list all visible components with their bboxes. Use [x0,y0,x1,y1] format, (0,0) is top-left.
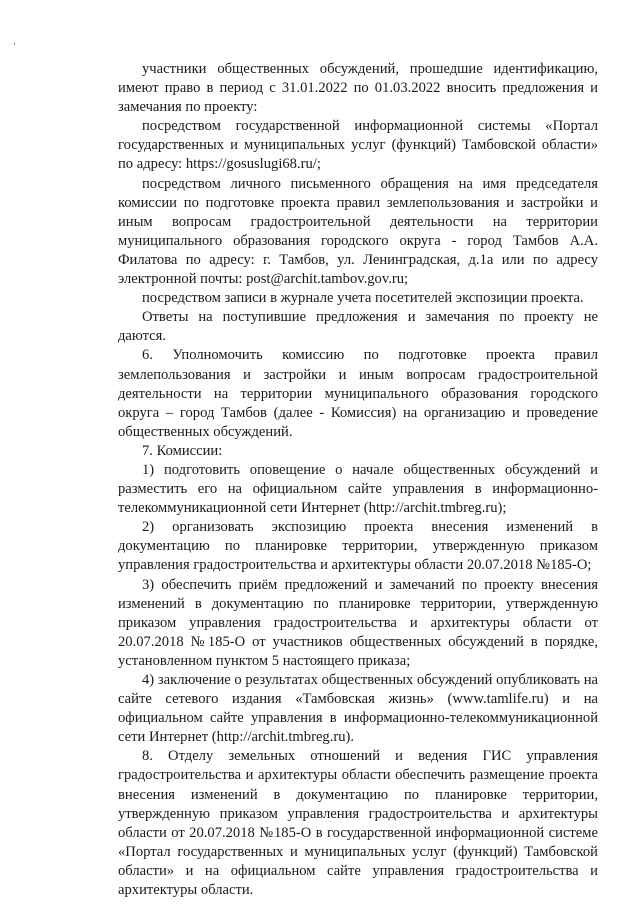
paragraph-subitem-2: 2) организовать экспозицию проекта внесения изменений в документацию по планировке территории, утвержденную приказом управления градостроительства и архитектуры области 20.07.2018 №185-О; [118,519,598,574]
scan-margin-mark [14,42,15,45]
paragraph-subitem-3: 3) обеспечить приём предложений и замечаний по проекту внесения изменений в документацию по планировке территории, утвержденную приказом управления градостроительства и архитектуры области от 20.07.2018 №185-О от участников общественных обсуждений в порядке, установленном пунктом 5 настоящего приказа; [118,576,598,669]
document-page [118,60,598,900]
paragraph-via-written-appeal: посредством личного письменного обращения на имя председателя комиссии по подготовке проекта правил землепользования и застройки и иным вопросам градостроительной деятельности на территории муниципального образования городского округа - город Тамбов А.А. Филатова по адресу: г. Тамбов, ул. Ленинградская, д.1а или по адресу электронной почты: post@archit.tambov.gov.ru; [118,175,598,288]
paragraph-no-answers: Ответы на поступившие предложения и замечания по проекту не даются. [118,309,598,345]
paragraph-participants-rights: участники общественных обсуждений, прошедшие идентификацию, имеют право в период с 31.01.2022 по 01.03.2022 вносить предложения и замечания по проекту: [118,61,598,116]
paragraph-item-6: 6. Уполномочить комиссию по подготовке проекта правил землепользования и застройки и иным вопросам градостроительной деятельности на территории муниципального образования городского округа – город Тамбов (далее - Комиссия) на организацию и проведение общественных обсуждений. [118,347,598,440]
paragraph-via-visitor-journal: посредством записи в журнале учета посетителей экспозиции проекта. [142,290,584,307]
paragraph-item-7: 7. Комиссии: [142,442,223,459]
paragraph-subitem-1: 1) подготовить оповещение о начале общественных обсуждений и разместить его на официальном сайте управления в информационно-телекоммуникационной сети Интернет (http://archit.tmbreg.ru); [118,461,598,517]
paragraph-via-gis-portal: посредством государственной информационной системы «Портал государственных и муниципальных услуг (функций) Тамбовской области» по адресу: https://gosuslugi68.ru/; [118,118,598,173]
paragraph-item-8: 8. Отделу земельных отношений и ведения ГИС управления градостроительства и архитектуры области обеспечить размещение проекта внесения изменений в документацию по планировке территории, утвержденную приказом управления градостроительства и архитектуры области от 20.07.2018 №185-О в государственной информационной системе «Портал государственных и муниципальных услуг (функций) Тамбовской области» и на официальном сайте управления градостроительства и архитектуры области. [118,748,598,899]
paragraph-subitem-4: 4) заключение о результатах общественных обсуждений опубликовать на сайте сетевого издания «Тамбовская жизнь» (www.tamlife.ru) и на официальном сайте управления в информационно-телекоммуникационной сети Интернет (http://archit.tmbreg.ru). [118,672,598,746]
